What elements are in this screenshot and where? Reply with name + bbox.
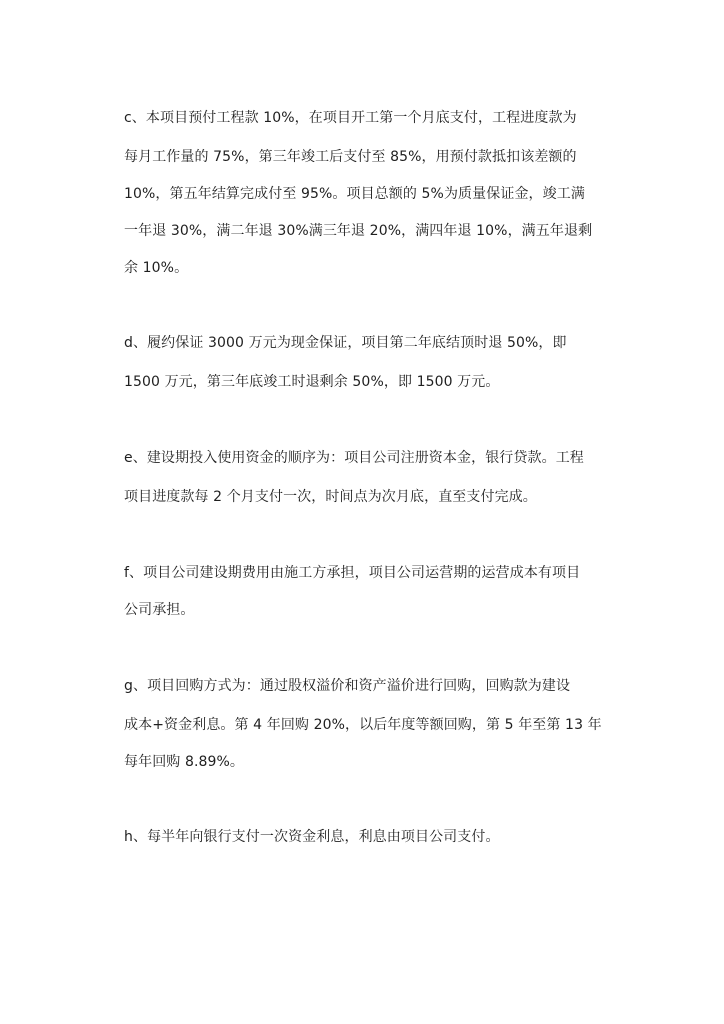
- paragraph-f-line-1: f、项目公司建设期费用由施工方承担，项目公司运营期的运营成本有项目: [124, 565, 581, 581]
- paragraph-e-line-1: e、建设期投入使用资金的顺序为：项目公司注册资本金，银行贷款。工程: [124, 450, 584, 466]
- paragraph-c-line-3: 10%，第五年结算完成付至 95%。项目总额的 5%为质量保证金，竣工满: [124, 186, 585, 202]
- paragraph-f-line-2: 公司承担。: [124, 602, 195, 618]
- paragraph-c-line-5: 余 10%。: [124, 260, 189, 276]
- paragraph-h-line-1: h、每半年向银行支付一次资金利息，利息由项目公司支付。: [124, 829, 500, 845]
- paragraph-c-line-1: c、本项目预付工程款 10%，在项目开工第一个月底支付，工程进度款为: [124, 110, 577, 126]
- paragraph-g-line-2: 成本+资金利息。第 4 年回购 20%，以后年度等额回购，第 5 年至第 13 年: [124, 717, 602, 733]
- paragraph-c-line-2: 每月工作量的 75%，第三年竣工后支付至 85%，用预付款抵扣该差额的: [124, 149, 577, 165]
- paragraph-d-line-2: 1500 万元，第三年底竣工时退剩余 50%，即 1500 万元。: [124, 374, 500, 390]
- paragraph-g-line-1: g、项目回购方式为：通过股权溢价和资产溢价进行回购，回购款为建设: [124, 678, 571, 694]
- paragraph-e-line-2: 项目进度款每 2 个月支付一次，时间点为次月底，直至支付完成。: [124, 489, 537, 505]
- paragraph-d-line-1: d、履约保证 3000 万元为现金保证，项目第二年底结顶时退 50%，即: [124, 335, 567, 351]
- paragraph-c-line-4: 一年退 30%，满二年退 30%满三年退 20%，满四年退 10%，满五年退剩: [124, 223, 593, 239]
- paragraph-g-line-3: 每年回购 8.89%。: [124, 754, 245, 770]
